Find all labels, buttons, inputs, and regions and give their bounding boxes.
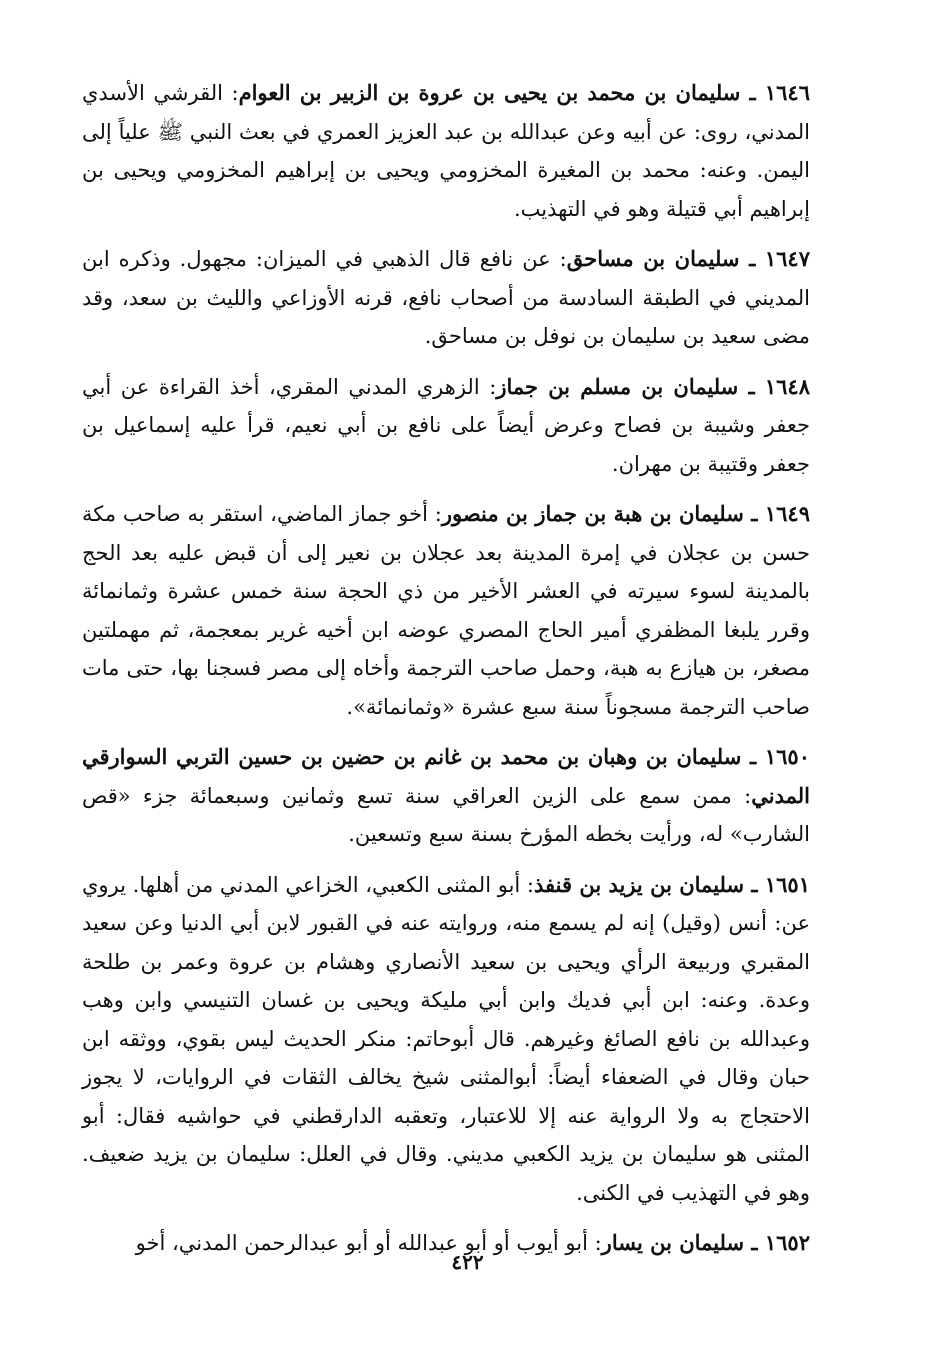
entry-1647 [82, 240, 810, 356]
entry-name: سليمان بن مساحق [566, 246, 740, 271]
entry-number: ١٦٥٢ [764, 1230, 810, 1255]
entry-body: : القرشي الأسدي المدني، روى: عن أبيه وعن عبدالله بن عبد العزيز العمري في بعث النبي ﷺ علياً إلى اليمن. وعنه: محمد بن المغيرة المخزومي ويحيى بن إبراهيم المخزومي ويحيى بن إبراهيم أبي قتيلة وهو في التهذيب. [82, 81, 810, 221]
entry-dash: ـ [741, 744, 765, 769]
entry-name: سليمان بن مسلم بن جماز [496, 373, 739, 399]
entry-1651 [82, 866, 810, 1213]
entry-body: : عن نافع قال الذهبي في الميزان: مجهول. وذكره ابن المديني في الطبقة السادسة من أصحاب نافع، قرنه الأوزاعي والليث بن سعد، وقد مضى سعيد بن سليمان بن نوفل بن مساحق. [82, 247, 810, 348]
entry-number: ١٦٤٨ [764, 373, 810, 399]
entry-name: سليمان بن هبة بن جماز بن منصور [441, 501, 744, 526]
entry-dash: ـ [738, 373, 765, 399]
entry-dash: ـ [743, 501, 765, 526]
entry-body: : أبو أيوب أو أبو عبدالله أو أبو عبدالرحمن المدني، أخو [135, 1231, 602, 1255]
entry-dash: ـ [739, 246, 765, 271]
entry-dash: ـ [744, 1230, 765, 1255]
entry-name: سليمان بن وهبان بن محمد بن غانم بن حضين بن حسين التربي السوارقي المدني [82, 744, 810, 808]
entry-1650 [82, 738, 810, 854]
entry-dash: ـ [744, 871, 765, 897]
page-number: ٤٢٢ [451, 1250, 484, 1274]
entry-body: : ممن سمع على الزين العراقي سنة تسع وثمانين وسبعمائة جزء «قص الشارب» له، ورأيت بخطه المؤرخ بسنة سبع وتسعين. [82, 783, 810, 846]
entry-dash: ـ [740, 80, 765, 105]
entry-1649 [82, 495, 810, 726]
entry-number: ١٦٤٩ [764, 501, 810, 526]
entry-name: سليمان بن يزيد بن قنفذ [534, 871, 745, 897]
entry-name: سليمان بن محمد بن يحيى بن عروة بن الزبير بن العوام [238, 80, 741, 105]
entry-1646 [82, 74, 810, 228]
entry-name: سليمان بن يسار [601, 1230, 745, 1255]
biographical-entries [82, 74, 810, 1275]
entry-number: ١٦٥٠ [764, 744, 810, 769]
entry-body: : أبو المثنى الكعبي، الخزاعي المدني من أهلها. يروي عن: أنس (وقيل) إنه لم يسمع منه، وروايته عنه في القبور لابن أبي الدنيا وعن سعيد المقبري وربيعة الرأي ويحيى بن سعيد الأنصاري وهشام بن عروة وعمر بن طلحة وعدة. وعنه: ابن أبي فديك وابن أبي مليكة ويحيى بن غسان التنيسي وابن وهب وعبدالله بن نافع الصائغ وغيرهم. قال أبوحاتم: منكر الحديث ليس بقوي، ووثقه ابن حبان وقال في الضعفاء أيضاً: أبوالمثنى شيخ يخالف الثقات في الروايات، لا يجوز الاحتجاج به ولا الرواية عنه إلا للاعتبار، وتعقبه الدارقطني في حواشيه فقال: أبو المثنى هو سليمان بن يزيد الكعبي مديني. وقال في العلل: سليمان بن يزيد ضعيف. وهو في التهذيب في الكنى. [82, 872, 810, 1205]
entry-number: ١٦٤٦ [764, 80, 810, 105]
entry-body: : الزهري المدني المقري، أخذ القراءة عن أبي جعفر وشيبة بن فصاح وعرض أيضاً على نافع بن أبي نعيم، قرأ عليه إسماعيل بن جعفر وقتيبة بن مهران. [82, 374, 810, 476]
entry-body: : أخو جماز الماضي، استقر به صاحب مكة حسن بن عجلان في إمرة المدينة بعد عجلان بن نعير إلى أن قبض عليه بعد الحج بالمدينة لسوء سيرته في العشر الأخير من ذي الحجة سنة خمس عشرة وثمانمائة وقرر يلبغا المظفري أمير الحاج المصري عوضه ابن أخيه غرير بمعجمة، ثم مهملتين مصغر، بن هيازع به هبة، وحمل صاحب الترجمة وأخاه إلى مصر فسجنا بها، حتى مات صاحب الترجمة مسجوناً سنة سبع عشرة «وثمانمائة». [82, 502, 810, 719]
entry-1648 [82, 368, 810, 484]
entry-number: ١٦٤٧ [764, 246, 810, 271]
entry-number: ١٦٥١ [764, 871, 810, 897]
